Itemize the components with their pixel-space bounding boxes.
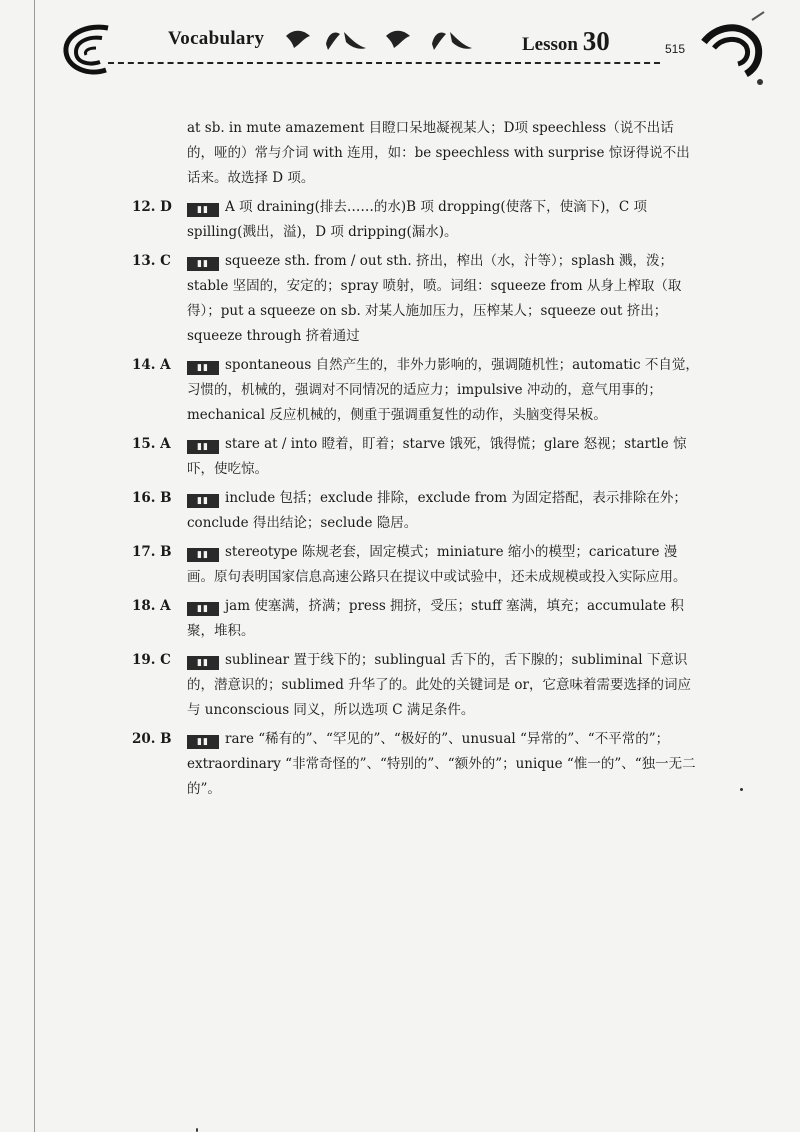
explanation-badge-icon: ▮▮ [187, 735, 219, 749]
question-number: 19. C [132, 652, 171, 668]
header-lesson [522, 26, 610, 57]
explanation-text: sublinear 置于线下的；sublingual 舌下的，舌下腺的；subliminal 下意识的，潜意识的；sublimed 升华了的。此处的关键词是 or，它意味着需要选择的词应与 unconscious 同义，所以选项 C 满足条件。 [187, 652, 691, 718]
page-binding-edge [34, 0, 35, 1132]
answer-entry [130, 432, 700, 482]
right-swirl-ornament [690, 8, 770, 90]
explanation-badge-icon: ▮▮ [187, 361, 219, 375]
explanation-text: include 包括；exclude 排除，exclude from 为固定搭配，表示排除在外；conclude 得出结论；seclude 隐居。 [187, 490, 687, 531]
question-number: 18. A [132, 598, 171, 614]
explanation-text: jam 使塞满，挤满；press 拥挤，受压；stuff 塞满，填充；accumulate 积聚，堆积。 [187, 598, 684, 639]
explanation-badge-icon: ▮▮ [187, 602, 219, 616]
header-dashed-rule [108, 62, 660, 64]
left-swirl-ornament [58, 20, 114, 80]
explanation-badge-icon: ▮▮ [187, 440, 219, 454]
explanation-badge-icon: ▮▮ [187, 494, 219, 508]
question-number: 12. D [132, 199, 172, 215]
answer-entry [130, 249, 700, 349]
brush-stroke-ornament [282, 22, 502, 56]
answer-entry [130, 727, 700, 802]
explanation-text: stereotype 陈规老套，固定模式；miniature 缩小的模型；caricature 漫画。原句表明国家信息高速公路只在提议中或试验中，还未成规模或投入实际应用。 [187, 544, 687, 585]
explanation-badge-icon: ▮▮ [187, 548, 219, 562]
answer-entry [130, 353, 700, 428]
scan-speck [196, 1128, 198, 1132]
lesson-number: 30 [582, 26, 610, 56]
question-number: 16. B [132, 490, 172, 506]
page-number: 515 [665, 42, 686, 56]
explanation-badge-icon: ▮▮ [187, 257, 219, 271]
question-number: 13. C [132, 253, 171, 269]
explanation-text: A 项 draining(排去……的水)B 项 dropping(使落下，使滴下)，C 项 spilling(溅出，溢)，D 项 dripping(漏水)。 [187, 199, 647, 240]
answer-entry [130, 540, 700, 590]
lesson-prefix: Lesson [522, 34, 578, 55]
scan-speck [740, 788, 743, 791]
continuation-paragraph: at sb. in mute amazement 目瞪口呆地凝视某人；D项 speechless（说不出话的，哑的）常与介词 with 连用，如：be speechless with surprise 惊讶得说不出话来。故选择 D 项。 [187, 120, 690, 186]
explanation-badge-icon: ▮▮ [187, 203, 219, 217]
page-header [0, 0, 800, 90]
answer-entry [130, 594, 700, 644]
answer-explanations [130, 116, 700, 802]
question-number: 14. A [132, 357, 171, 373]
question-number: 17. B [132, 544, 172, 560]
question-number: 20. B [132, 731, 172, 747]
explanation-text: rare “稀有的”、“罕见的”、“极好的”、unusual “异常的”、“不平常的”；extraordinary “非常奇怪的”、“特别的”、“额外的”；unique “惟一的”、“独一无二的”。 [187, 731, 696, 797]
question-number: 15. A [132, 436, 171, 452]
answer-entry [130, 648, 700, 723]
explanation-badge-icon: ▮▮ [187, 656, 219, 670]
explanation-text: squeeze sth. from / out sth. 挤出，榨出（水，汁等）；splash 溅，泼；stable 坚固的，安定的；spray 喷射，喷。词组：squeeze from 从身上榨取（取得）；put a squeeze on sb. 对某人施加压力，压榨某人；squeeze out 挤出；squeeze through 挤着通过 [187, 253, 682, 344]
explanation-text: spontaneous 自然产生的，非外力影响的，强调随机性；automatic 不自觉，习惯的，机械的，强调对不同情况的适应力；impulsive 冲动的，意气用事的；mechanical 反应机械的，侧重于强调重复性的动作，头脑变得呆板。 [187, 357, 699, 423]
explanation-text: stare at / into 瞪着，盯着；starve 饿死，饿得慌；glare 怒视；startle 惊吓，使吃惊。 [187, 436, 687, 477]
answer-entry [130, 195, 700, 245]
header-title: Vocabulary [168, 28, 265, 49]
answer-entry [130, 486, 700, 536]
